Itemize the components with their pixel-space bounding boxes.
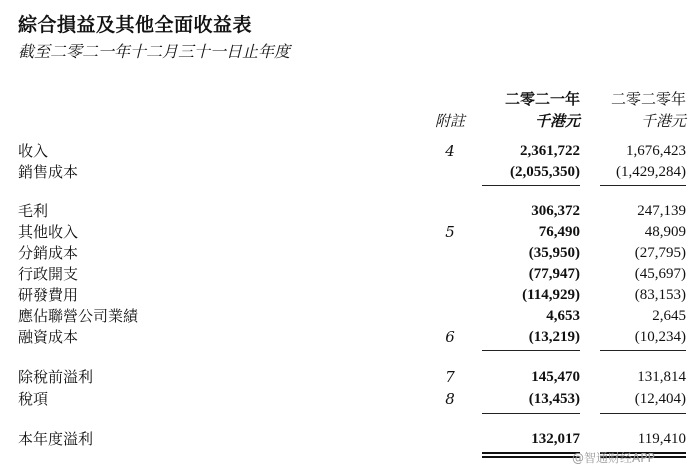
table-row [0,200,700,222]
watermark: @智通财经APP [572,451,655,465]
total-double-line-2021-bottom [482,456,580,458]
row-label: 應佔聯營公司業績 [18,307,139,325]
row-note: 7 [445,368,455,386]
row-value-2020: (12,404) [634,391,686,407]
header-note: 附註 [434,112,465,130]
row-value-2020: 119,410 [637,431,686,447]
subtotal-line-2020 [600,413,686,414]
row-label: 研發費用 [18,286,79,304]
header-2021-year: 二零二一年 [504,90,580,108]
row-value-2021: (35,950) [528,245,580,261]
table-row [0,366,700,388]
row-value-2021: (13,219) [528,329,580,345]
statement-subtitle: 截至二零二一年十二月三十一日止年度 [18,42,291,61]
row-label: 本年度溢利 [18,430,94,448]
row-label: 銷售成本 [18,163,79,181]
subtotal-line-2021 [482,413,580,414]
row-value-2020: (83,153) [634,287,686,303]
row-label: 毛利 [18,202,49,220]
subtotal-line-2021 [482,350,580,351]
subtotal-line-2020 [600,185,686,186]
row-label: 行政開支 [18,265,79,283]
row-value-2020: (45,697) [634,266,686,282]
row-value-2020: 131,814 [637,369,686,385]
subtotal-line-2021 [482,185,580,186]
row-value-2020: 48,909 [644,224,686,240]
row-value-2021: (77,947) [528,266,580,282]
row-label: 除稅前溢利 [18,368,94,386]
row-value-2021: 145,470 [531,369,580,385]
row-label: 融資成本 [18,328,79,346]
row-value-2021: 4,653 [546,308,580,324]
table-row [0,161,700,183]
total-double-line-2021-top [482,452,580,454]
table-row [0,388,700,410]
table-row [0,305,700,327]
statement-title: 綜合損益及其他全面收益表 [18,14,253,36]
row-value-2020: (10,234) [634,329,686,345]
row-value-2021: (13,453) [528,391,580,407]
row-value-2021: 76,490 [538,224,580,240]
row-value-2020: (27,795) [634,245,686,261]
row-value-2021: 2,361,722 [520,143,580,159]
table-row [0,140,700,162]
row-note: 5 [445,223,455,241]
table-row [0,242,700,264]
row-value-2021: (114,929) [522,287,580,303]
table-row [0,284,700,306]
header-2020-unit: 千港元 [640,112,686,130]
row-label: 收入 [18,142,49,160]
row-value-2020: 2,645 [652,308,686,324]
row-note: 4 [445,142,455,160]
row-note: 6 [445,328,455,346]
row-value-2020: 247,139 [637,203,686,219]
row-label: 稅項 [18,390,49,408]
row-value-2021: 306,372 [531,203,580,219]
subtotal-line-2020 [600,350,686,351]
header-2021-unit: 千港元 [534,112,580,130]
row-value-2021: 132,017 [531,431,580,447]
header-2020-year: 二零二零年 [610,90,686,108]
row-label: 分銷成本 [18,244,79,262]
row-value-2020: (1,429,284) [616,164,686,180]
row-label: 其他收入 [18,223,79,241]
table-row [0,428,700,450]
table-row [0,326,700,348]
table-row [0,221,700,243]
row-value-2020: 1,676,423 [626,143,686,159]
row-note: 8 [445,390,455,408]
row-value-2021: (2,055,350) [510,164,580,180]
table-row [0,263,700,285]
